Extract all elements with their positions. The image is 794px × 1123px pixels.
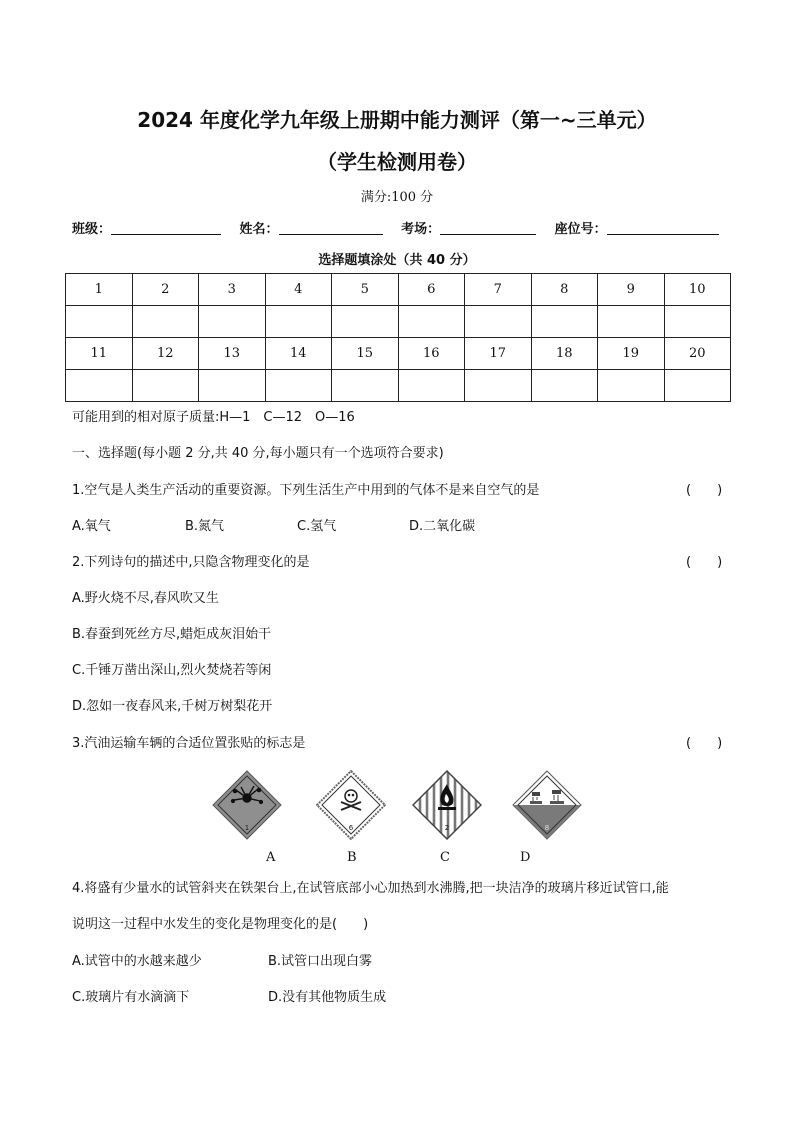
q1-option-c[interactable]: C.氢气 [297,519,337,534]
sign-b-number: 6 [348,824,354,832]
corrosive-sign-icon[interactable] [512,770,582,840]
qnum-cell: 15 [332,338,399,370]
q4-option-b[interactable]: B.试管口出现白雾 [268,954,373,969]
answer-cell[interactable] [598,306,665,338]
class-blank[interactable] [111,220,221,235]
answer-cell[interactable] [132,370,199,402]
sign-d-number: 8 [544,824,550,832]
qnum-cell: 2 [132,274,199,306]
answer-cell[interactable] [398,370,465,402]
qnum-cell: 1 [66,274,133,306]
answer-cell[interactable] [332,306,399,338]
sign-label-a: A [266,850,276,865]
answer-row [66,306,731,338]
answer-grid [65,273,731,402]
q1-option-d[interactable]: D.二氧化碳 [409,519,476,534]
answer-cell[interactable] [132,306,199,338]
q4-option-d[interactable]: D.没有其他物质生成 [268,990,387,1005]
qnum-cell: 6 [398,274,465,306]
q1-option-b[interactable]: B.氮气 [185,519,225,534]
answer-cell[interactable] [199,370,266,402]
exam-title: 2024 年度化学九年级上册期中能力测评（第一~三单元） [137,108,657,132]
q4-option-c[interactable]: C.玻璃片有水滴滴下 [72,990,190,1005]
name-blank[interactable] [279,220,383,235]
exam-subtitle: （学生检测用卷） [317,150,477,174]
qnum-cell: 9 [598,274,665,306]
q1-option-a[interactable]: A.氧气 [72,519,111,534]
answer-cell[interactable] [465,306,532,338]
question-2-stem: 2.下列诗句的描述中,只隐含物理变化的是 [72,555,310,570]
q2-option-b[interactable]: B.春蚕到死丝方尽,蜡炬成灰泪始干 [72,627,272,642]
q4-option-a[interactable]: A.试管中的水越来越少 [72,954,202,969]
answer-cell[interactable] [598,370,665,402]
qnum-cell: 20 [664,338,731,370]
question-1-answer-paren: ( ) [686,483,723,498]
name-label: 姓名： [239,222,279,237]
answer-row [66,370,731,402]
question-1-stem: 1.空气是人类生产活动的重要资源。下列生活生产中用到的气体不是来自空气的是 [72,483,540,498]
qnum-cell: 17 [465,338,532,370]
answer-cell[interactable] [199,306,266,338]
qnum-cell: 4 [265,274,332,306]
answer-cell[interactable] [332,370,399,402]
question-4-stem-line2: 说明这一过程中水发生的变化是物理变化的是( ) [72,917,369,932]
sign-c-number: 2 [444,824,450,832]
sign-label-d: D [520,850,531,865]
answer-cell[interactable] [531,370,598,402]
total-score: 满分:100 分 [360,190,434,205]
qnum-cell: 7 [465,274,532,306]
flammable-sign-icon[interactable] [412,770,482,840]
answer-cell[interactable] [66,370,133,402]
answer-cell[interactable] [265,370,332,402]
question-number-row [66,274,731,306]
qnum-cell: 3 [199,274,266,306]
answer-cell[interactable] [664,370,731,402]
class-label: 班级： [72,222,112,237]
question-number-row [66,338,731,370]
atomic-masses: 可能用到的相对原子质量:H—1 C—12 O—16 [72,410,355,425]
answer-cell[interactable] [465,370,532,402]
explosive-sign-icon[interactable] [212,770,282,840]
question-4-stem-line1: 4.将盛有少量水的试管斜夹在铁架台上,在试管底部小心加热到水沸腾,把一块洁净的玻璃片移近试管口,能 [72,881,669,896]
room-label: 考场： [401,222,441,237]
qnum-cell: 11 [66,338,133,370]
sign-label-b: B [347,850,357,865]
answer-cell[interactable] [398,306,465,338]
q2-option-a[interactable]: A.野火烧不尽,春风吹又生 [72,591,219,606]
answer-table-caption: 选择题填涂处（共 40 分） [318,253,476,268]
qnum-cell: 12 [132,338,199,370]
qnum-cell: 5 [332,274,399,306]
qnum-cell: 8 [531,274,598,306]
qnum-cell: 16 [398,338,465,370]
qnum-cell: 18 [531,338,598,370]
qnum-cell: 14 [265,338,332,370]
seat-blank[interactable] [607,220,719,235]
room-blank[interactable] [440,220,536,235]
question-3-stem: 3.汽油运输车辆的合适位置张贴的标志是 [72,736,306,751]
qnum-cell: 13 [199,338,266,370]
answer-cell[interactable] [66,306,133,338]
answer-cell[interactable] [265,306,332,338]
question-3-answer-paren: ( ) [686,736,723,751]
q2-option-d[interactable]: D.忽如一夜春风来,千树万树梨花开 [72,699,273,714]
qnum-cell: 10 [664,274,731,306]
section-heading: 一、选择题(每小题 2 分,共 40 分,每小题只有一个选项符合要求) [72,446,444,461]
answer-cell[interactable] [531,306,598,338]
sign-label-c: C [440,850,450,865]
question-2-answer-paren: ( ) [686,555,723,570]
sign-a-number: 1 [244,824,250,832]
answer-cell[interactable] [664,306,731,338]
toxic-sign-icon[interactable] [316,770,386,840]
qnum-cell: 19 [598,338,665,370]
q2-option-c[interactable]: C.千锤万凿出深山,烈火焚烧若等闲 [72,663,272,678]
student-info-row [72,218,733,237]
seat-label: 座位号： [554,222,607,237]
